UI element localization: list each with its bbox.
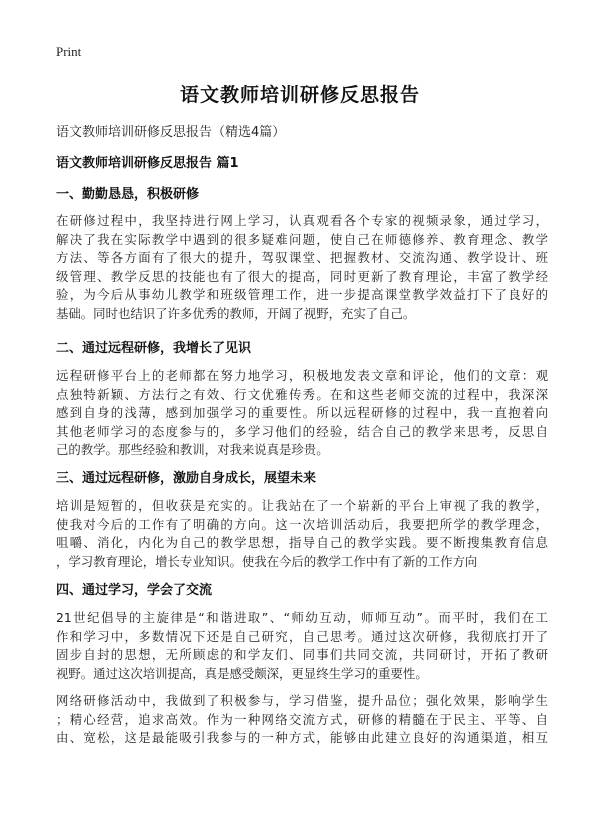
paragraph-line: ，学习教育理论，增长专业知识。使我在今后的教学工作中有了新的工作方向	[56, 553, 478, 569]
section-paragraph-4	[56, 609, 548, 683]
section-heading-1: 一、勤勤恳恳，积极研修	[56, 187, 200, 202]
paragraph-line: 基础。同时也结识了许多优秀的教师，开阔了视野，充实了自己。	[56, 305, 416, 321]
paragraph-line: ；精心经营，追求高效。作为一种网络交流方式，研修的精髓在于民主、平等、自	[56, 711, 548, 727]
paragraph-line: 作和学习中，多数情况下还是自己研究，自己思考。通过这次研修，我彻底打开了	[56, 628, 548, 644]
paragraph-line: 己的教学。那些经验和教训，对我来说真是珍贵。	[56, 442, 329, 458]
section-heading-3: 三、通过远程研修，激励自身成长，展望未来	[56, 471, 317, 486]
paragraph-line: 级管理、教学反思的技能也有了很大的提高，同时更新了教育理论，丰富了教学经	[56, 268, 548, 284]
paragraph-line: 点独特新颖、方法行之有效、行文优雅传秀。在和这些老师交流的过程中，我深深	[56, 386, 548, 402]
paragraph-line: 解决了我在实际教学中遇到的很多疑难问题，使自己在师德修养、教育理念、教学	[56, 231, 548, 247]
paragraph-line: 在研修过程中，我坚持进行网上学习，认真观看各个专家的视频录象，通过学习，	[56, 213, 548, 228]
print-link[interactable]: Print	[56, 44, 82, 59]
article-title: 语文教师培训研修反思报告 篇1	[56, 156, 239, 171]
paragraph-line: 验，为今后从事幼儿教学和班级管理工作，进一步提高课堂教学效益打下了良好的	[56, 287, 548, 303]
paragraph-line: 由、宽松，这是最能吸引我参与的一种方式，能够由此建立良好的沟通渠道，相互	[56, 730, 548, 746]
section-paragraph-2	[56, 367, 548, 460]
section-paragraph-3	[56, 497, 548, 571]
section-heading-4: 四、通过学习，学会了交流	[56, 583, 213, 598]
paragraph-line: 网络研修活动中，我做到了积极参与，学习借鉴，提升品位；强化效果，影响学生	[56, 693, 548, 708]
paragraph-line: 远程研修平台上的老师都在努力地学习，积极地发表文章和评论，他们的文章：观	[56, 368, 548, 383]
paragraph-line: 方法、等各方面有了很大的提升，驾驭课堂、把握教材、交流沟通、教学设计、班	[56, 250, 548, 266]
paragraph-line: 感到自身的浅薄，感到加强学习的重要性。所以远程研修的过程中，我一直抱着向	[56, 405, 548, 421]
paragraph-line: 其他老师学习的态度参与的，多学习他们的经验，结合自己的教学来思考，反思自	[56, 423, 548, 439]
document-title: 语文教师培训研修反思报告	[179, 84, 420, 106]
section-paragraph-1	[56, 212, 548, 324]
paragraph-line: 21世纪倡导的主旋律是“和谐进取”、“师幼互动，师师互动”。而平时，我们在工	[56, 610, 548, 625]
paragraph-line: 视野。通过这次培训提高，真是感受颇深，更显终生学习的重要性。	[56, 665, 428, 681]
section-paragraph-5	[56, 692, 548, 748]
document-subtitle: 语文教师培训研修反思报告（精选4篇）	[56, 125, 286, 140]
paragraph-line: 咀嚼、消化，内化为自己的教学思想，指导自己的教学实践。要不断搜集教育信息	[56, 535, 548, 551]
paragraph-line: 培训是短暂的，但收获是充实的。让我站在了一个崭新的平台上审视了我的教学，	[56, 498, 548, 513]
paragraph-line: 使我对今后的工作有了明确的方向。这一次培训活动后，我要把所学的教学理念，	[56, 516, 548, 532]
paragraph-line: 固步自封的思想，无所顾虑的和学友们、同事们共同交流，共同研讨，开拓了教研	[56, 647, 548, 663]
section-heading-2: 二、通过远程研修，我增长了见识	[56, 341, 252, 356]
